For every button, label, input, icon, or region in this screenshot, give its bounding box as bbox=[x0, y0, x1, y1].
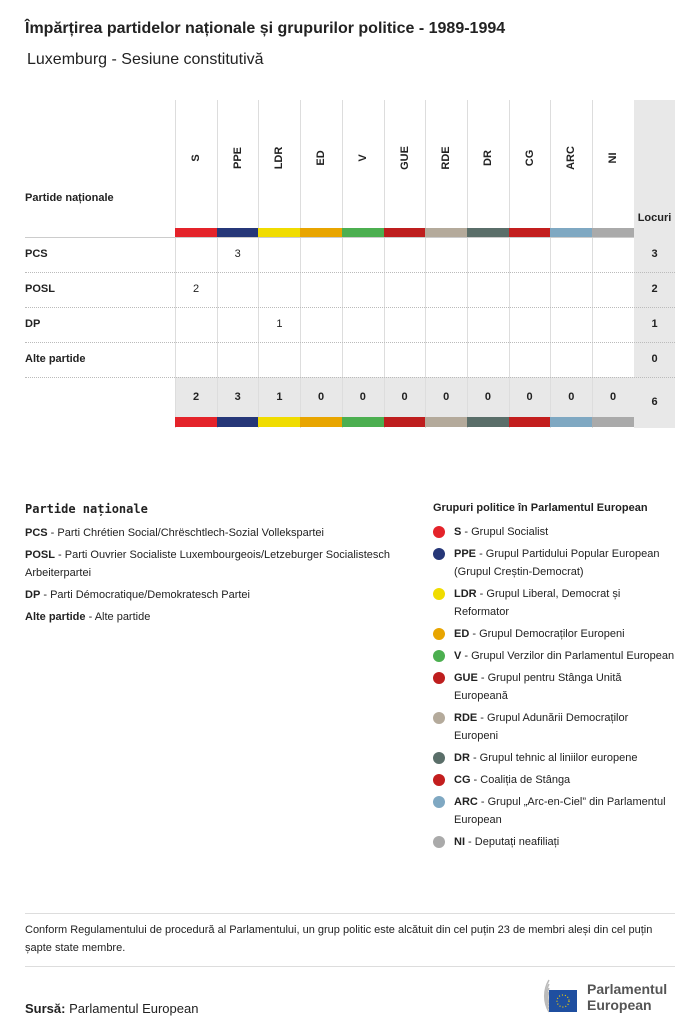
group-legend bbox=[433, 502, 675, 855]
row-label: Alte partide bbox=[25, 353, 86, 365]
legend-code: POSL bbox=[25, 549, 55, 561]
legend-code: DP bbox=[25, 589, 41, 601]
row-label: PCS bbox=[25, 248, 48, 260]
legend-code: LDR bbox=[454, 588, 477, 600]
legend-code: V bbox=[454, 650, 462, 662]
legend-code: RDE bbox=[454, 712, 478, 724]
group-color-bar-bottom bbox=[467, 417, 509, 427]
group-color-dot-icon bbox=[433, 712, 445, 724]
legend-code: Alte partide bbox=[25, 611, 86, 623]
group-legend-item: ARC - Grupul „Arc-en-Ciel” din Parlamentul European bbox=[433, 793, 675, 829]
page-title: Împărțirea partidelor naționale și grupurilor politice - 1989-1994 bbox=[25, 20, 506, 37]
group-legend-item: V - Grupul Verzilor din Parlamentul European bbox=[433, 647, 675, 665]
note: Conform Regulamentului de procedură al Parlamentului, un grup politic este alcătuit din cel puțin 23 de membri aleși din cel puțin șapte state membre. bbox=[25, 924, 653, 954]
column-header-dr bbox=[467, 100, 509, 228]
column-header-label: PPE bbox=[231, 146, 244, 170]
column-header-label: RDE bbox=[440, 146, 453, 170]
total-cell: 0 bbox=[359, 391, 366, 403]
column-header-label: LDR bbox=[273, 146, 286, 170]
legend-name: Parti Chrétien Social/Chrëschtlech-Sozial Vollekspartei bbox=[57, 527, 324, 539]
row-label: DP bbox=[25, 318, 41, 330]
value-cell: 3 bbox=[234, 248, 241, 260]
group-legend-item: NI - Deputați neafiliați bbox=[433, 833, 675, 851]
national-legend bbox=[25, 502, 405, 630]
column-header-label: ED bbox=[315, 150, 328, 166]
group-legend-item: ED - Grupul Democraților Europeni bbox=[433, 625, 675, 643]
national-legend-item: DP - Parti Démocratique/Demokratesch Partei bbox=[25, 589, 250, 601]
total-cell: 0 bbox=[401, 391, 408, 403]
legend-name: Grupul Liberal, Democrat și Reformator bbox=[454, 588, 621, 618]
group-legend-item: RDE - Grupul Adunării Democraților Europeni bbox=[433, 709, 675, 745]
legend-name: Parti Démocratique/Demokratesch Partei bbox=[50, 589, 250, 601]
legend-name: Grupul „Arc-en-Ciel” din Parlamentul European bbox=[454, 796, 666, 826]
row-total-cell: 3 bbox=[651, 248, 658, 260]
legend-code: ARC bbox=[454, 796, 478, 808]
group-color-dot-icon bbox=[433, 548, 445, 560]
total-header: Locuri bbox=[637, 212, 672, 224]
legend-name: Grupul Democraților Europeni bbox=[479, 628, 625, 640]
legend-code: S bbox=[454, 526, 462, 538]
seat-table bbox=[25, 100, 675, 430]
national-legend-item: POSL - Parti Ouvrier Socialiste Luxembourgeois/Letzeburger Socialistesch Arbeiterpartei bbox=[25, 549, 391, 579]
logo-text-2: European bbox=[587, 997, 652, 1013]
row-total-cell: 2 bbox=[651, 283, 658, 295]
legend-code: CG bbox=[454, 774, 471, 786]
row-label: POSL bbox=[25, 283, 55, 295]
group-legend-item: DR - Grupul tehnic al liniilor europene bbox=[433, 749, 675, 767]
group-color-bar-bottom bbox=[550, 417, 592, 427]
group-color-bar-bottom bbox=[300, 417, 342, 427]
column-header-label: DR bbox=[481, 150, 494, 166]
group-color-bar-bottom bbox=[509, 417, 551, 427]
group-color-dot-icon bbox=[433, 628, 445, 640]
legend-name: Grupul pentru Stânga Unită Europeană bbox=[454, 672, 622, 702]
group-color-bar-bottom bbox=[384, 417, 426, 427]
group-color-bar-bottom bbox=[258, 417, 300, 427]
legend-name: Grupul tehnic al liniilor europene bbox=[479, 752, 638, 764]
total-cell: 3 bbox=[234, 391, 241, 403]
total-cell: 0 bbox=[526, 391, 533, 403]
group-color-dot-icon bbox=[433, 672, 445, 684]
national-legend-title: Partide naționale bbox=[25, 502, 148, 516]
column-header-label: NI bbox=[607, 152, 619, 164]
legend-code: PCS bbox=[25, 527, 48, 539]
value-cell: 2 bbox=[192, 283, 200, 295]
row-total-cell: 1 bbox=[651, 318, 658, 330]
legend-code: GUE bbox=[454, 672, 478, 684]
source bbox=[25, 1001, 198, 1016]
column-header-s bbox=[175, 100, 217, 228]
group-color-bar-bottom bbox=[342, 417, 384, 427]
legend-name: Grupul Partidului Popular European (Grupul Creștin-Democrat) bbox=[454, 548, 660, 578]
row-divider bbox=[25, 377, 675, 378]
legend-code: DR bbox=[454, 752, 470, 764]
national-legend-item: Alte partide - Alte partide bbox=[25, 611, 151, 623]
total-cell: 0 bbox=[443, 391, 450, 403]
row-divider bbox=[25, 342, 675, 343]
group-legend-title: Grupuri politice în Parlamentul European bbox=[433, 502, 648, 514]
total-cell: 0 bbox=[609, 391, 617, 403]
column-header-label: CG bbox=[523, 149, 536, 167]
column-header-v bbox=[342, 100, 384, 228]
group-color-dot-icon bbox=[433, 650, 445, 662]
row-divider bbox=[25, 307, 675, 308]
legend-name: Coaliția de Stânga bbox=[480, 774, 571, 786]
source-value: Parlamentul European bbox=[69, 1001, 199, 1016]
source-label: Sursă: bbox=[25, 1001, 66, 1016]
national-legend-item: PCS - Parti Chrétien Social/Chrëschtlech-Sozial Vollekspartei bbox=[25, 527, 324, 539]
column-header-cg bbox=[509, 100, 551, 228]
column-header-label: GUE bbox=[398, 146, 411, 170]
total-cell: 0 bbox=[318, 391, 325, 403]
legend-name: Deputați neafiliați bbox=[474, 836, 560, 848]
row-divider bbox=[25, 272, 675, 273]
group-legend-item: LDR - Grupul Liberal, Democrat și Reformator bbox=[433, 585, 675, 621]
group-legend-item: S - Grupul Socialist bbox=[433, 523, 675, 541]
total-cell: 1 bbox=[276, 391, 283, 403]
column-header-ed bbox=[300, 100, 342, 228]
grand-total-cell: 6 bbox=[651, 396, 658, 408]
group-color-bar-bottom bbox=[592, 417, 634, 427]
column-header-label: ARC bbox=[565, 146, 578, 170]
column-header-label: S bbox=[190, 154, 202, 162]
group-color-dot-icon bbox=[433, 526, 445, 538]
group-color-bar-bottom bbox=[217, 417, 259, 427]
column-header-rde bbox=[425, 100, 467, 228]
row-total-cell: 0 bbox=[651, 353, 658, 365]
logo-text-1: Parlamentul bbox=[587, 981, 668, 997]
legend-name: Grupul Adunării Democraților Europeni bbox=[454, 712, 629, 742]
legend-name: Grupul Verzilor din Parlamentul European bbox=[471, 650, 675, 662]
page-subtitle: Luxemburg - Sesiune constitutivă bbox=[27, 51, 264, 68]
ep-logo bbox=[515, 976, 680, 1016]
legend-name: Alte partide bbox=[94, 611, 151, 623]
group-legend-item: GUE - Grupul pentru Stânga Unită Europeană bbox=[433, 669, 675, 705]
column-header-arc bbox=[550, 100, 592, 228]
header-line bbox=[25, 237, 634, 238]
group-color-dot-icon bbox=[433, 796, 445, 808]
group-color-bar-bottom bbox=[425, 417, 467, 427]
legend-name: Grupul Socialist bbox=[471, 526, 549, 538]
group-color-dot-icon bbox=[433, 588, 445, 600]
group-color-dot-icon bbox=[433, 752, 445, 764]
total-cell: 2 bbox=[192, 391, 200, 403]
group-color-bar-bottom bbox=[175, 417, 217, 427]
group-color-dot-icon bbox=[433, 774, 445, 786]
row-header: Partide naționale bbox=[25, 192, 114, 204]
group-legend-item: PPE - Grupul Partidului Popular European (Grupul Creștin-Democrat) bbox=[433, 545, 675, 581]
column-header-ldr bbox=[258, 100, 300, 228]
legend-code: PPE bbox=[454, 548, 477, 560]
legend-code: NI bbox=[454, 836, 465, 848]
hemicycle-icon bbox=[515, 976, 581, 1016]
legend-code: ED bbox=[454, 628, 470, 640]
column-header-ni bbox=[592, 100, 634, 228]
column-header-ppe bbox=[217, 100, 259, 228]
total-cell: 0 bbox=[484, 391, 491, 403]
total-cell: 0 bbox=[568, 391, 575, 403]
column-header-gue bbox=[384, 100, 426, 228]
legend-name: Parti Ouvrier Socialiste Luxembourgeois/Letzeburger Socialistesch Arbeiterpartei bbox=[25, 549, 391, 579]
column-header-label: V bbox=[356, 154, 369, 162]
value-cell: 1 bbox=[276, 318, 283, 330]
group-color-dot-icon bbox=[433, 836, 445, 848]
group-legend-item: CG - Coaliția de Stânga bbox=[433, 771, 675, 789]
